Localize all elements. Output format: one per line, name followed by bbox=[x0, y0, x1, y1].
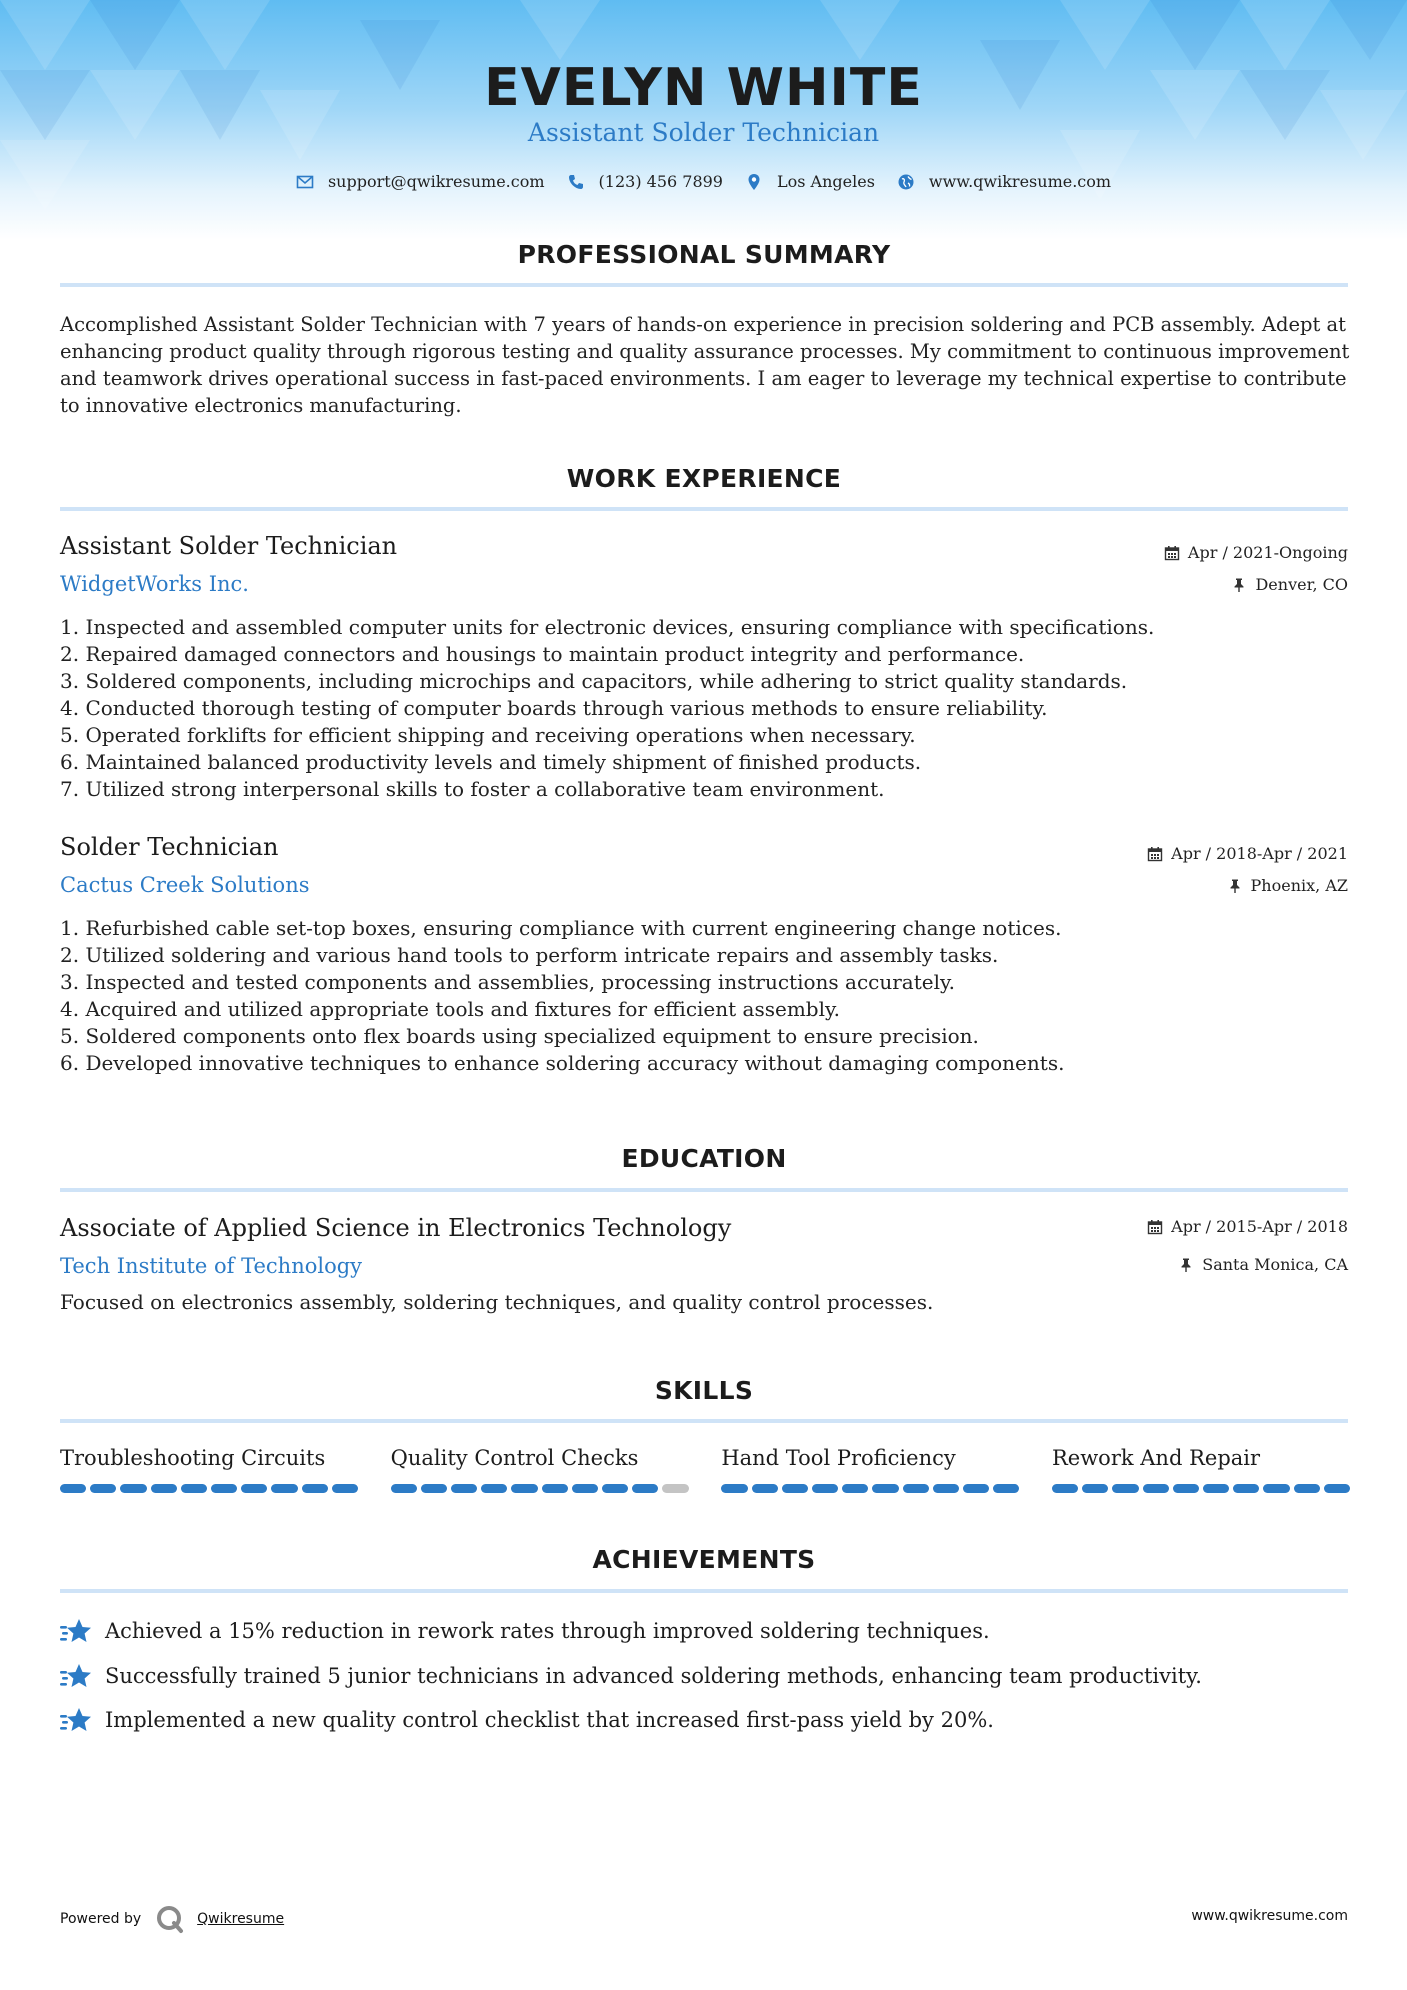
duty-item: 5. Soldered components onto flex boards using specialized equipment to ensure precision. bbox=[60, 1024, 979, 1048]
duty-item: 3. Soldered components, including microchips and capacitors, while adhering to strict quality standards. bbox=[60, 669, 1128, 693]
star-icon bbox=[60, 1617, 92, 1645]
calendar-icon bbox=[1147, 1219, 1163, 1235]
skill-level-segment bbox=[481, 1484, 507, 1493]
skill-item bbox=[721, 1446, 1019, 1493]
skill-level-segment bbox=[1082, 1484, 1108, 1493]
job-dates bbox=[1164, 543, 1348, 562]
skill-level-segment bbox=[1263, 1484, 1289, 1493]
skill-level-segment bbox=[933, 1484, 959, 1493]
skill-level-segment bbox=[451, 1484, 477, 1493]
summary-heading: PROFESSIONAL SUMMARY bbox=[517, 240, 891, 269]
skills-heading: SKILLS bbox=[654, 1376, 754, 1405]
education-location-text: Santa Monica, CA bbox=[1202, 1255, 1348, 1274]
contact-location-text: Los Angeles bbox=[776, 172, 875, 191]
pushpin-icon bbox=[1227, 878, 1243, 894]
skill-level-segment bbox=[872, 1484, 898, 1493]
skill-level-segment bbox=[302, 1484, 328, 1493]
map-marker-icon bbox=[745, 173, 763, 191]
duty-item: 6. Maintained balanced productivity levels and timely shipment of finished products. bbox=[60, 750, 922, 774]
skill-level-segment bbox=[421, 1484, 447, 1493]
job-company: Cactus Creek Solutions bbox=[60, 873, 310, 897]
skill-level-segment bbox=[1143, 1484, 1169, 1493]
skill-level-segment bbox=[271, 1484, 297, 1493]
achievements-heading: ACHIEVEMENTS bbox=[592, 1545, 816, 1574]
duty-item: 7. Utilized strong interpersonal skills to foster a collaborative team environment. bbox=[60, 777, 885, 801]
summary-text: Accomplished Assistant Solder Technician with 7 years of hands-on experience in precision soldering and PCB assembly. Adept at enhancing product quality through rigorous testing and quality assurance processes. My commitment to continuous improvement and teamwork drives operational success in fast-paced environments. I am eager to leverage my technical expertise to contribute to innovative electronics manufacturing. bbox=[60, 313, 1350, 417]
skill-level-bar bbox=[721, 1484, 1019, 1493]
pushpin-icon bbox=[1178, 1257, 1194, 1273]
duty-item: 6. Developed innovative techniques to enhance soldering accuracy without damaging components. bbox=[60, 1051, 1065, 1075]
skill-item bbox=[391, 1446, 689, 1493]
education-school: Tech Institute of Technology bbox=[60, 1254, 363, 1278]
achievement-text: Achieved a 15% reduction in rework rates through improved soldering techniques. bbox=[105, 1619, 990, 1643]
envelope-icon bbox=[296, 173, 314, 191]
education-heading: EDUCATION bbox=[621, 1144, 787, 1173]
skill-level-segment bbox=[241, 1484, 267, 1493]
contact-phone[interactable] bbox=[567, 172, 723, 191]
contact-bar bbox=[0, 172, 1407, 191]
education-description: Focused on electronics assembly, soldering techniques, and quality control processes. bbox=[60, 1290, 934, 1314]
skill-level-segment bbox=[721, 1484, 747, 1493]
skill-level-segment bbox=[511, 1484, 537, 1493]
skill-level-segment bbox=[1324, 1484, 1350, 1493]
skill-level-segment bbox=[1294, 1484, 1320, 1493]
skill-level-segment bbox=[632, 1484, 658, 1493]
skill-level-segment bbox=[120, 1484, 146, 1493]
job-location-text: Denver, CO bbox=[1255, 575, 1348, 594]
skill-level-segment bbox=[602, 1484, 628, 1493]
skill-level-segment bbox=[391, 1484, 417, 1493]
duty-item: 2. Utilized soldering and various hand tools to perform intricate repairs and assembly tasks. bbox=[60, 943, 999, 967]
achievement-item bbox=[60, 1706, 994, 1734]
skill-level-segment bbox=[211, 1484, 237, 1493]
powered-by-label: Powered by bbox=[60, 1911, 142, 1927]
achievements-divider bbox=[60, 1589, 1348, 1593]
skill-level-segment bbox=[1233, 1484, 1259, 1493]
achievement-text: Successfully trained 5 junior technicians in advanced soldering methods, enhancing team productivity. bbox=[105, 1664, 1202, 1688]
skill-level-bar bbox=[391, 1484, 689, 1493]
candidate-role: Assistant Solder Technician bbox=[527, 118, 880, 147]
duty-item: 1. Refurbished cable set-top boxes, ensuring compliance with current engineering change notices. bbox=[60, 916, 1062, 940]
skill-level-segment bbox=[993, 1484, 1019, 1493]
skill-level-segment bbox=[812, 1484, 838, 1493]
skill-level-segment bbox=[842, 1484, 868, 1493]
duty-item: 1. Inspected and assembled computer units for electronic devices, ensuring compliance with specifications. bbox=[60, 615, 1155, 639]
skill-level-segment bbox=[1173, 1484, 1199, 1493]
job-title: Solder Technician bbox=[60, 833, 279, 861]
job-duties-list bbox=[60, 614, 1154, 803]
candidate-name: EVELYN WHITE bbox=[484, 58, 923, 118]
skill-level-segment bbox=[782, 1484, 808, 1493]
footer-powered-by bbox=[60, 1904, 284, 1934]
achievement-item bbox=[60, 1662, 1202, 1690]
skill-level-segment bbox=[1052, 1484, 1078, 1493]
skill-level-segment bbox=[60, 1484, 86, 1493]
skill-level-segment bbox=[181, 1484, 207, 1493]
duty-item: 3. Inspected and tested components and assemblies, processing instructions accurately. bbox=[60, 970, 955, 994]
skill-level-segment bbox=[1112, 1484, 1138, 1493]
job-dates-text: Apr / 2018-Apr / 2021 bbox=[1171, 844, 1348, 863]
job-dates bbox=[1147, 844, 1348, 863]
skill-item bbox=[60, 1446, 358, 1493]
brand-link[interactable]: Qwikresume bbox=[197, 1911, 285, 1927]
achievement-item bbox=[60, 1617, 990, 1645]
skills-list bbox=[60, 1446, 1350, 1493]
skill-label: Rework And Repair bbox=[1051, 1446, 1261, 1470]
contact-website-text: www.qwikresume.com bbox=[928, 172, 1112, 191]
qwikresume-logo-icon bbox=[155, 1904, 185, 1934]
experience-divider bbox=[60, 507, 1348, 511]
job-duties-list bbox=[60, 915, 1064, 1077]
skill-level-segment bbox=[963, 1484, 989, 1493]
calendar-icon bbox=[1164, 545, 1180, 561]
star-icon bbox=[60, 1706, 92, 1734]
skill-level-bar bbox=[60, 1484, 358, 1493]
contact-email-text: support@qwikresume.com bbox=[327, 172, 545, 191]
skill-level-segment bbox=[752, 1484, 778, 1493]
job-location bbox=[1227, 876, 1348, 895]
education-dates-text: Apr / 2015-Apr / 2018 bbox=[1171, 1217, 1348, 1236]
skill-level-bar bbox=[1052, 1484, 1350, 1493]
globe-icon bbox=[897, 173, 915, 191]
job-location bbox=[1231, 575, 1348, 594]
skill-level-segment bbox=[90, 1484, 116, 1493]
skill-level-segment bbox=[151, 1484, 177, 1493]
summary-divider bbox=[60, 283, 1348, 287]
skill-item bbox=[1052, 1446, 1350, 1493]
experience-heading: WORK EXPERIENCE bbox=[566, 464, 842, 493]
footer-url[interactable]: www.qwikresume.com bbox=[1191, 1908, 1348, 1924]
phone-icon bbox=[567, 173, 585, 191]
skill-level-segment bbox=[572, 1484, 598, 1493]
skill-level-segment bbox=[662, 1484, 688, 1493]
education-divider bbox=[60, 1188, 1348, 1192]
duty-item: 4. Acquired and utilized appropriate tools and fixtures for efficient assembly. bbox=[60, 997, 840, 1021]
contact-phone-text: (123) 456 7899 bbox=[598, 172, 723, 191]
job-company: WidgetWorks Inc. bbox=[60, 572, 249, 596]
education-dates bbox=[1147, 1217, 1348, 1236]
contact-website[interactable] bbox=[897, 172, 1111, 191]
job-dates-text: Apr / 2021-Ongoing bbox=[1187, 543, 1348, 562]
skills-divider bbox=[60, 1419, 1348, 1423]
pushpin-icon bbox=[1231, 577, 1247, 593]
duty-item: 2. Repaired damaged connectors and housings to maintain product integrity and performance. bbox=[60, 642, 1025, 666]
duty-item: 4. Conducted thorough testing of computer boards through various methods to ensure reliability. bbox=[60, 696, 1048, 720]
job-title: Assistant Solder Technician bbox=[60, 532, 398, 560]
job-location-text: Phoenix, AZ bbox=[1250, 876, 1348, 895]
star-icon bbox=[60, 1662, 92, 1690]
skill-level-segment bbox=[542, 1484, 568, 1493]
skill-label: Troubleshooting Circuits bbox=[60, 1446, 326, 1470]
education-degree: Associate of Applied Science in Electronics Technology bbox=[60, 1214, 732, 1242]
education-location bbox=[1178, 1255, 1348, 1274]
contact-email[interactable] bbox=[296, 172, 545, 191]
duty-item: 5. Operated forklifts for efficient shipping and receiving operations when necessary. bbox=[60, 723, 916, 747]
skill-label: Quality Control Checks bbox=[390, 1446, 639, 1470]
skill-level-segment bbox=[332, 1484, 358, 1493]
calendar-icon bbox=[1147, 846, 1163, 862]
skill-level-segment bbox=[1203, 1484, 1229, 1493]
contact-location bbox=[745, 172, 875, 191]
skill-label: Hand Tool Proficiency bbox=[721, 1446, 956, 1470]
skill-level-segment bbox=[903, 1484, 929, 1493]
achievement-text: Implemented a new quality control checklist that increased first-pass yield by 20%. bbox=[105, 1708, 994, 1732]
